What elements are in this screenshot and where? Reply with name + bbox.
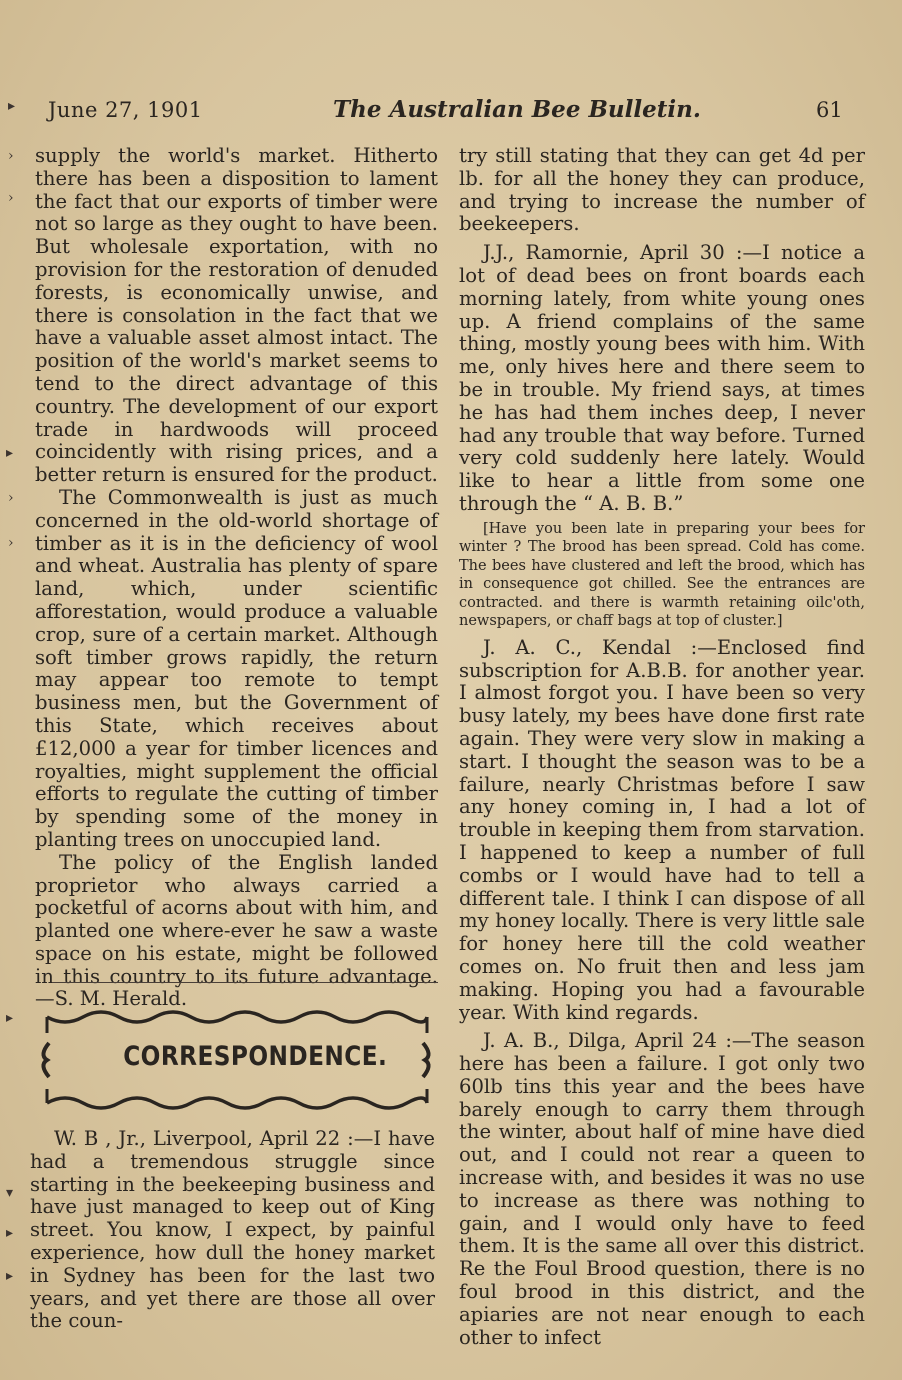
margin-arrow-icon: ▸ xyxy=(6,445,14,461)
letter-paragraph: J. A. B., Dilga, April 24 :—The season here has been a failure. I got only two 60lb tins this year and the bees have barely enough to carry them through the winter, about half of mine have died out, and I could not rear a queen to increase with, and besides it was no use to increase as there was nothing to gain, and I would only have to feed them. It is the same all over this district. Re the Foul Brood question, there is no foul brood in this district, and the apiaries are not near enough to each other to infect xyxy=(459,1029,865,1349)
margin-arrow-icon: › xyxy=(8,190,14,206)
margin-arrow-icon: ▸ xyxy=(6,1268,14,1284)
margin-arrow-icon: › xyxy=(8,535,14,551)
correspondence-heading-box xyxy=(35,1003,435,1113)
article-paragraph: The policy of the English landed proprietor who always carried a pocketful of acorns about with him, and planted one where-ever he saw a waste space on his estate, might be followed in this country to its future advantage.—S. M. Herald. xyxy=(35,850,438,1011)
margin-arrow-icon: ▸ xyxy=(6,1225,14,1241)
margin-arrow-icon: › xyxy=(8,490,14,506)
issue-date: June 27, 1901 xyxy=(48,98,203,122)
letter-paragraph: J. A. C., Kendal :—Enclosed find subscription for A.B.B. for another year. I almost forgot you. I have been so very busy lately, my bees have done first rate again. They were very slow in making a start. I thought the season was to be a failure, nearly Christmas before I saw any honey coming in, I had a lot of trouble in keeping them from starvation. I happened to keep a number of full combs or I would have had to tell a different tale. I think I can dispose of all my honey locally. There is very little sale for honey here till the cold weather comes on. No fruit then and less jam making. Hoping you had a favourable year. With kind regards. xyxy=(459,635,865,1024)
right-column xyxy=(459,145,865,1349)
section-divider xyxy=(52,982,438,983)
letter-continuation: try still stating that they can get 4d per lb. for all the honey they can produce, and trying to increase the number of beekeepers. xyxy=(459,144,865,236)
correspondence-heading: CORRESPONDENCE. xyxy=(123,1041,388,1072)
margin-arrow-icon: ▾ xyxy=(6,1185,14,1201)
margin-arrow-icon: ▸ xyxy=(8,98,16,114)
page-header xyxy=(48,98,848,128)
editor-note: [Have you been late in preparing your bees for winter ? The brood has been spread. Cold has come. The bees have clustered and left the brood, which has in consequence got chilled. See the entrances are contracted. and there is warmth retaining oilc'oth, newspapers, or chaff bags at top of cluster.] xyxy=(459,520,865,630)
article-paragraph: supply the world's market. Hitherto there has been a disposition to lament the fact that our exports of timber were not so large as they ought to have been. But wholesale exportation, with no provision for the restoration of denuded forests, is economically unwise, and there is consolation in the fact that we have a valuable asset almost intact. The position of the world's market seems to tend to the direct advantage of this country. The development of our export trade in hardwoods will proceed coincidently with rising prices, and a better return is ensured for the product. xyxy=(35,144,438,487)
left-column-letter xyxy=(30,1128,435,1333)
page-number: 61 xyxy=(816,98,843,122)
margin-arrow-icon: › xyxy=(8,148,14,164)
left-column xyxy=(35,145,438,1011)
margin-arrow-icon: ▸ xyxy=(6,1010,14,1026)
article-paragraph: The Commonwealth is just as much concerned in the old-world shortage of timber as it is in the deficiency of wool and wheat. Australia has plenty of spare land, which, under scientific afforestation, would produce a valuable crop, sure of a certain market. Although soft timber grows rapidly, the return may appear too remote to tempt business men, but the Government of this State, which receives about £12,000 a year for timber licences and royalties, might supplement the official efforts to regulate the cutting of timber by spending some of the money in planting trees on unoccupied land. xyxy=(35,485,438,851)
letter-paragraph: J.J., Ramornie, April 30 :—I notice a lot of dead bees on front boards each morning lately, from white young ones up. A friend complains of the same thing, mostly young bees with him. With me, only hives here and there seem to be in trouble. My friend says, at times he has had them inches deep, I never had any trouble that way before. Turned very cold suddenly here lately. Would like to hear a little from some one through the “ A. B. B.” xyxy=(459,241,865,515)
letter-paragraph: W. B , Jr., Liverpool, April 22 :—I have had a tremendous struggle since starting in the beekeeping business and have just managed to keep out of King street. You know, I expect, by painful experience, how dull the honey market in Sydney has been for the last two years, and yet there are those all over the coun- xyxy=(30,1127,435,1333)
journal-title: The Australian Bee Bulletin. xyxy=(333,96,701,123)
